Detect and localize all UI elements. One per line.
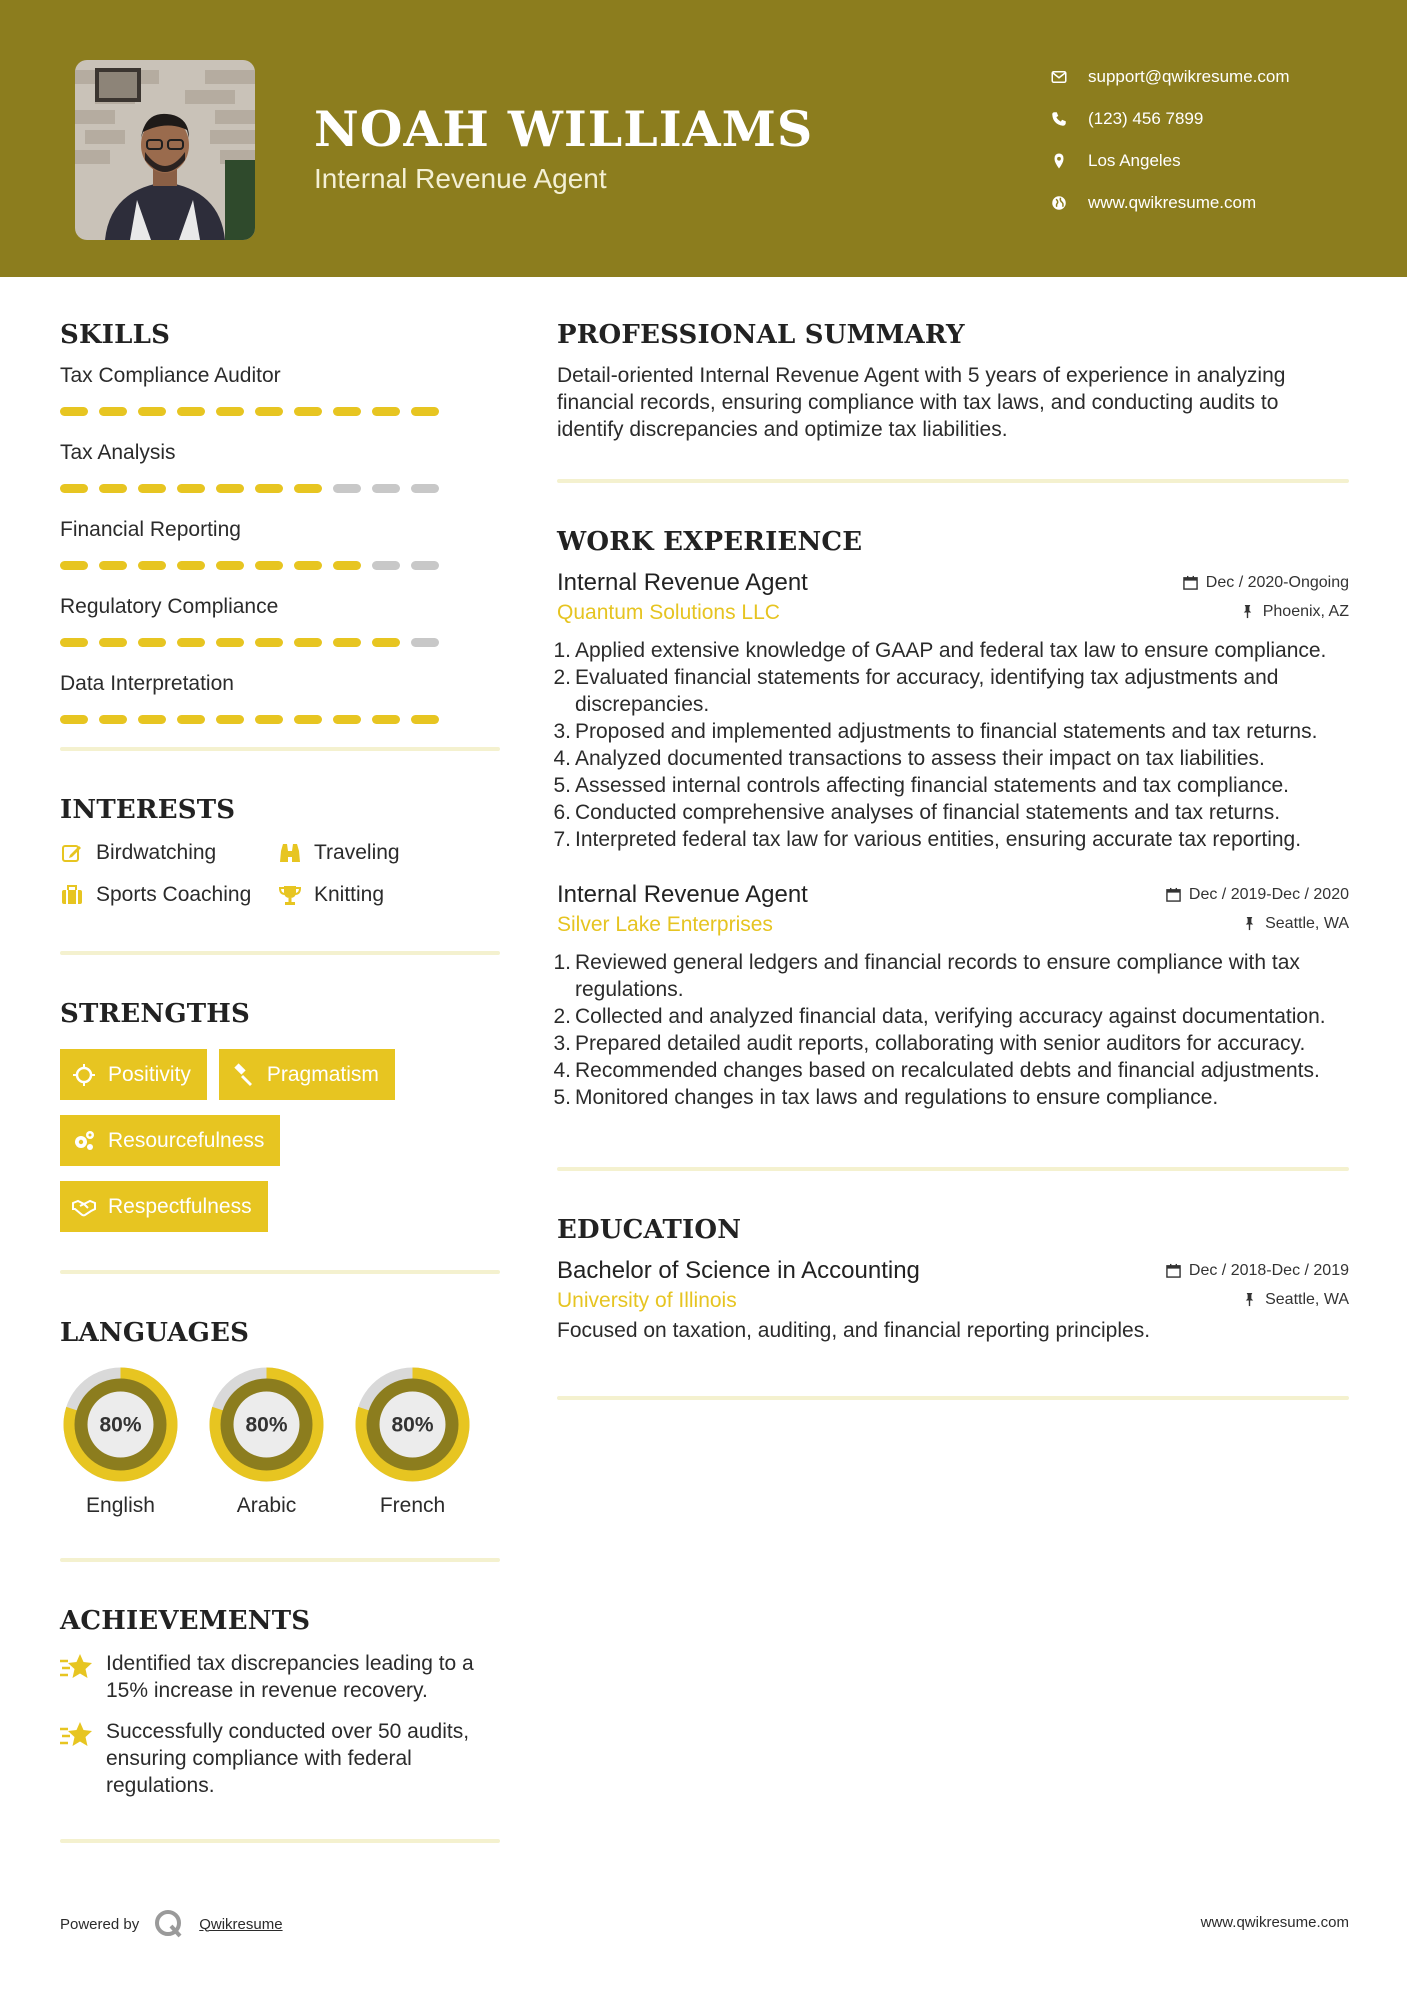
company-name: Silver Lake Enterprises <box>557 913 773 936</box>
section-divider <box>60 1558 500 1562</box>
job-bullet: Analyzed documented transactions to assess their impact on tax liabilities. <box>575 747 1265 770</box>
skill-dash-filled <box>99 484 127 493</box>
powered-by-label: Powered by <box>60 1915 140 1933</box>
skill-dash-empty <box>411 484 439 493</box>
languages-list <box>60 1364 500 1518</box>
section-divider <box>557 1396 1349 1400</box>
skill-name: Tax Analysis <box>60 441 176 464</box>
skill-dash-filled <box>372 407 400 416</box>
skill-dash-filled <box>216 484 244 493</box>
skill-name: Data Interpretation <box>60 672 234 695</box>
job-subheader <box>557 913 1349 937</box>
job-location-text: Phoenix, AZ <box>1262 602 1349 620</box>
skill-dash-filled <box>255 484 283 493</box>
candidate-title: Internal Revenue Agent <box>314 163 607 194</box>
skill-dash-filled <box>216 561 244 570</box>
school-name: University of Illinois <box>557 1289 737 1312</box>
pushpin-icon <box>1240 604 1255 619</box>
powered-by <box>60 1908 283 1940</box>
skill-dash-empty <box>333 484 361 493</box>
skill-name: Financial Reporting <box>60 518 241 541</box>
skill-dash-filled <box>138 484 166 493</box>
skill-dash-filled <box>294 484 322 493</box>
achievement-item <box>60 1718 500 1799</box>
section-divider <box>60 1270 500 1274</box>
contact-website[interactable] <box>1050 182 1290 224</box>
job-header <box>557 881 1349 909</box>
footer-website[interactable]: www.qwikresume.com <box>1200 1914 1349 1931</box>
skill-dash-filled <box>372 715 400 724</box>
skill-level-bar <box>60 715 500 724</box>
job-bullets <box>557 637 1349 853</box>
strength-label: Pragmatism <box>266 1062 379 1086</box>
job-bullets <box>557 949 1349 1111</box>
profile-photo <box>75 60 255 240</box>
achievement-text: Successfully conducted over 50 audits, ensuring compliance with federal regulations. <box>106 1720 470 1797</box>
skills-list <box>60 362 500 724</box>
skill-item <box>60 362 500 416</box>
education-subheader <box>557 1289 1349 1313</box>
skill-item <box>60 516 500 570</box>
skill-name: Regulatory Compliance <box>60 595 279 618</box>
contact-website-text: www.qwikresume.com <box>1088 193 1257 212</box>
contact-email-text: support@qwikresume.com <box>1088 67 1290 86</box>
candidate-name: NOAH WILLIAMS <box>314 100 814 158</box>
strength-badge <box>60 1115 280 1166</box>
job-bullet: Conducted comprehensive analyses of financial statements and tax returns. <box>575 801 1281 824</box>
strength-label: Respectfulness <box>108 1194 252 1218</box>
skill-dash-filled <box>60 561 88 570</box>
skill-dash-filled <box>216 407 244 416</box>
footer <box>60 1900 1349 1940</box>
skill-name: Tax Compliance Auditor <box>60 364 281 387</box>
interest-label: Traveling <box>314 841 400 864</box>
education-title: EDUCATION <box>557 1215 742 1245</box>
job-bullet: Collected and analyzed financial data, verifying accuracy against documentation. <box>575 1005 1326 1028</box>
achievements-list <box>60 1650 500 1799</box>
strength-badge <box>219 1049 395 1100</box>
summary-title: PROFESSIONAL SUMMARY <box>557 320 965 350</box>
interest-item <box>60 883 278 907</box>
job-bullet: Evaluated financial statements for accuracy, identifying tax adjustments and discrepancies. <box>575 666 1279 716</box>
skill-dash-filled <box>138 715 166 724</box>
language-percent: 80% <box>99 1413 142 1437</box>
qwikresume-link[interactable]: Qwikresume <box>199 1915 283 1933</box>
skill-dash-filled <box>60 407 88 416</box>
job-bullet: Prepared detailed audit reports, collaborating with senior auditors for accuracy. <box>575 1032 1306 1055</box>
strength-badge <box>60 1181 268 1232</box>
job-location-text: Seattle, WA <box>1265 914 1349 932</box>
achievements-title: ACHIEVEMENTS <box>60 1606 311 1636</box>
language-progress-ring <box>60 1364 181 1485</box>
skill-dash-filled <box>99 407 127 416</box>
experience-title: WORK EXPERIENCE <box>557 527 863 557</box>
skill-dash-filled <box>99 561 127 570</box>
language-label: English <box>86 1494 155 1517</box>
contact-location-text: Los Angeles <box>1088 151 1181 170</box>
skill-dash-filled <box>333 715 361 724</box>
job-entry <box>557 569 1349 853</box>
language-item <box>60 1364 181 1518</box>
languages-title: LANGUAGES <box>60 1318 250 1348</box>
skill-dash-filled <box>216 715 244 724</box>
skill-dash-empty <box>372 561 400 570</box>
skill-dash-filled <box>255 715 283 724</box>
language-label: French <box>379 1494 446 1517</box>
skill-dash-filled <box>333 638 361 647</box>
skill-dash-filled <box>333 407 361 416</box>
contact-email[interactable] <box>1050 56 1290 98</box>
section-divider <box>557 1167 1349 1171</box>
calendar-icon <box>1183 575 1198 590</box>
job-location <box>1242 915 1349 933</box>
skill-dash-filled <box>60 715 88 724</box>
calendar-icon <box>1166 887 1181 902</box>
contact-phone-text: (123) 456 7899 <box>1088 109 1204 128</box>
skill-dash-filled <box>216 638 244 647</box>
section-divider <box>60 951 500 955</box>
interest-label: Knitting <box>314 883 385 906</box>
job-bullet: Recommended changes based on recalculated debts and financial adjustments. <box>575 1059 1320 1082</box>
education-date-text: Dec / 2018-Dec / 2019 <box>1188 1261 1349 1279</box>
strengths-title: STRENGTHS <box>60 999 251 1029</box>
trophy-icon <box>278 883 302 907</box>
strengths-list <box>60 1049 500 1247</box>
achievement-item <box>60 1650 500 1704</box>
education-header <box>557 1257 1349 1285</box>
contact-list <box>1050 56 1290 224</box>
education-location-text: Seattle, WA <box>1265 1290 1349 1308</box>
skill-dash-filled <box>99 715 127 724</box>
job-bullet: Reviewed general ledgers and financial records to ensure compliance with tax regulations. <box>575 951 1300 1001</box>
job-date <box>1183 574 1349 592</box>
gavel-icon <box>231 1063 255 1087</box>
sun-icon <box>72 1063 96 1087</box>
section-divider <box>60 747 500 751</box>
language-label: Arabic <box>236 1494 297 1517</box>
gears-icon <box>72 1129 96 1153</box>
education-date <box>1166 1262 1349 1280</box>
right-column <box>557 320 1349 1400</box>
skill-level-bar <box>60 638 500 647</box>
star-icon <box>60 1720 94 1750</box>
skill-level-bar <box>60 484 500 493</box>
skill-dash-filled <box>99 638 127 647</box>
interest-item <box>60 841 278 865</box>
section-divider <box>60 1839 500 1843</box>
degree-name: Bachelor of Science in Accounting <box>557 1257 920 1284</box>
contact-phone[interactable] <box>1050 98 1290 140</box>
interest-label: Sports Coaching <box>96 883 252 906</box>
skill-dash-filled <box>294 561 322 570</box>
job-bullet: Proposed and implemented adjustments to financial statements and tax returns. <box>575 720 1318 743</box>
globe-icon <box>1050 194 1068 212</box>
skill-dash-filled <box>138 407 166 416</box>
skill-dash-filled <box>177 561 205 570</box>
job-date-text: Dec / 2019-Dec / 2020 <box>1188 885 1349 903</box>
education-description: Focused on taxation, auditing, and financial reporting principles. <box>557 1319 1151 1342</box>
job-date <box>1166 886 1349 904</box>
skill-dash-empty <box>372 484 400 493</box>
pencil-icon <box>60 841 84 865</box>
interests-title: INTERESTS <box>60 795 236 825</box>
location-pin-icon <box>1050 152 1068 170</box>
job-entry <box>557 881 1349 1111</box>
skill-dash-empty <box>411 638 439 647</box>
phone-icon <box>1050 110 1068 128</box>
skill-dash-filled <box>411 407 439 416</box>
pushpin-icon <box>1242 1292 1257 1307</box>
section-divider <box>557 479 1349 483</box>
skill-dash-filled <box>255 638 283 647</box>
skill-dash-empty <box>411 561 439 570</box>
skill-dash-filled <box>138 561 166 570</box>
strength-label: Resourcefulness <box>108 1128 265 1152</box>
binoculars-icon <box>278 841 302 865</box>
skill-dash-filled <box>294 638 322 647</box>
job-title: Internal Revenue Agent <box>557 569 808 596</box>
skill-dash-filled <box>177 407 205 416</box>
job-subheader <box>557 601 1349 625</box>
language-item <box>206 1364 327 1518</box>
skill-item <box>60 439 500 493</box>
strength-badge <box>60 1049 207 1100</box>
star-icon <box>60 1652 94 1682</box>
language-progress-ring <box>206 1364 327 1485</box>
education-location <box>1242 1291 1349 1309</box>
interest-item <box>278 841 498 865</box>
skill-level-bar <box>60 561 500 570</box>
job-bullet: Applied extensive knowledge of GAAP and federal tax law to ensure compliance. <box>575 639 1327 662</box>
email-icon <box>1050 68 1068 86</box>
skill-level-bar <box>60 407 500 416</box>
skill-dash-filled <box>177 638 205 647</box>
skill-item <box>60 670 500 724</box>
skill-dash-filled <box>372 638 400 647</box>
skill-dash-filled <box>60 638 88 647</box>
qwikresume-logo-icon <box>153 1908 185 1940</box>
job-date-text: Dec / 2020-Ongoing <box>1205 573 1349 591</box>
job-bullet: Monitored changes in tax laws and regulations to ensure compliance. <box>575 1086 1219 1109</box>
skills-title: SKILLS <box>60 320 171 350</box>
handshake-icon <box>72 1195 96 1219</box>
education-entry <box>557 1257 1349 1344</box>
skill-dash-filled <box>255 407 283 416</box>
interests-list <box>60 841 500 907</box>
job-title: Internal Revenue Agent <box>557 881 808 908</box>
skill-dash-filled <box>138 638 166 647</box>
language-item <box>352 1364 473 1518</box>
language-percent: 80% <box>391 1413 434 1437</box>
company-name: Quantum Solutions LLC <box>557 601 780 624</box>
skill-dash-filled <box>255 561 283 570</box>
skill-dash-filled <box>177 715 205 724</box>
skill-dash-filled <box>333 561 361 570</box>
achievement-text: Identified tax discrepancies leading to a 15% increase in revenue recovery. <box>106 1652 474 1702</box>
calendar-icon <box>1166 1263 1181 1278</box>
skill-item <box>60 593 500 647</box>
job-bullet: Interpreted federal tax law for various entities, ensuring accurate tax reporting. <box>575 828 1302 851</box>
pushpin-icon <box>1242 916 1257 931</box>
interest-label: Birdwatching <box>96 841 217 864</box>
skill-dash-filled <box>60 484 88 493</box>
language-progress-ring <box>352 1364 473 1485</box>
job-location <box>1240 603 1349 621</box>
summary-text: Detail-oriented Internal Revenue Agent with 5 years of experience in analyzing financial records, ensuring compliance with tax laws, and conducting audits to identify discrepancies and optimize tax liabilities. <box>557 364 1286 441</box>
skill-dash-filled <box>177 484 205 493</box>
header <box>0 0 1407 277</box>
skill-dash-filled <box>294 407 322 416</box>
interest-item <box>278 883 498 907</box>
contact-location <box>1050 140 1290 182</box>
skill-dash-filled <box>411 715 439 724</box>
left-column <box>60 320 500 1843</box>
language-percent: 80% <box>245 1413 288 1437</box>
job-bullet: Assessed internal controls affecting financial statements and tax compliance. <box>575 774 1289 797</box>
strength-label: Positivity <box>108 1062 191 1086</box>
briefcase-icon <box>60 883 84 907</box>
job-header <box>557 569 1349 597</box>
skill-dash-filled <box>294 715 322 724</box>
